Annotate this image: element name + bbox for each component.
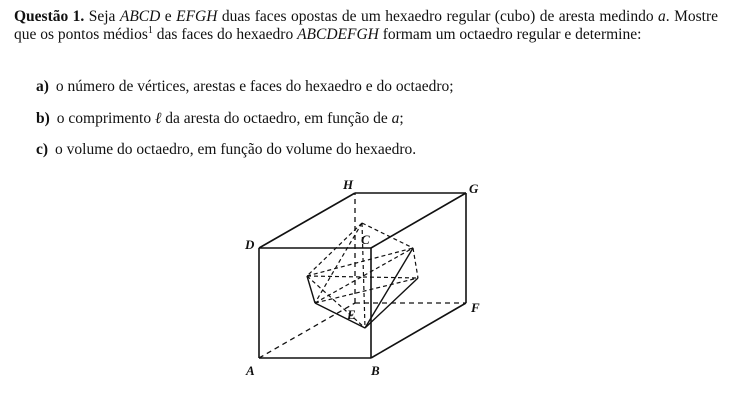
math-efgh: EFGH: [176, 8, 218, 25]
item-text: da aresta do octaedro, em função de: [161, 109, 392, 127]
vertex-label-a: A: [246, 363, 255, 378]
math-abcdefgh: ABCDEFGH: [297, 25, 379, 43]
item-label: b): [36, 109, 50, 127]
item-label: a): [36, 78, 49, 95]
cube-octahedron-figure: [240, 172, 510, 386]
vertex-label-b: B: [371, 363, 380, 378]
vertex-label-c: C: [361, 232, 370, 247]
problem-statement: [14, 8, 718, 43]
vertex-label-d: D: [245, 237, 255, 252]
item-b: [36, 110, 454, 142]
vertex-label-f: F: [471, 300, 480, 315]
edge-cg: [371, 193, 466, 248]
math-abcd: ABCD: [119, 8, 161, 25]
oct-edge: [307, 223, 362, 276]
item-text: o volume do octaedro, em função do volume do hexaedro.: [55, 141, 417, 158]
item-label: c): [36, 141, 49, 158]
vertex-label-h: H: [343, 177, 354, 192]
oct-edge: [315, 303, 365, 328]
vertex-label-g: G: [469, 181, 479, 196]
statement-text: duas faces opostas de um hexaedro regular (cubo) de aresta medindo: [217, 8, 659, 25]
item-a: [36, 78, 454, 110]
statement-text: e: [160, 8, 177, 25]
item-c: [36, 141, 454, 173]
oct-edge: [307, 248, 413, 276]
math-ell: ℓ: [154, 109, 162, 127]
oct-edge: [413, 248, 418, 278]
question-heading: Questão 1.: [14, 8, 85, 25]
statement-text: . Mostre que os pontos médios: [14, 8, 718, 43]
item-text: ;: [399, 109, 404, 127]
sub-questions: [36, 78, 454, 173]
item-text: o comprimento: [56, 109, 155, 127]
footnote-marker: 1: [147, 24, 153, 36]
figure-svg: [240, 172, 510, 382]
edge-bf: [371, 303, 466, 358]
statement-text: Seja: [84, 8, 120, 25]
edge-dh: [259, 193, 355, 248]
statement-text: das faces do hexaedro: [152, 25, 298, 43]
oct-edge: [315, 278, 418, 303]
edge-ae: [259, 303, 355, 358]
oct-edge: [365, 248, 413, 328]
math-a: a: [658, 8, 666, 25]
math-a: a: [391, 109, 400, 127]
statement-text: formam um octaedro regular e determine:: [378, 25, 642, 43]
item-text: o número de vértices, arestas e faces do hexaedro e do octaedro;: [55, 78, 454, 95]
oct-edge: [307, 276, 418, 278]
oct-edge: [307, 276, 315, 303]
vertex-label-e: E: [347, 307, 356, 322]
